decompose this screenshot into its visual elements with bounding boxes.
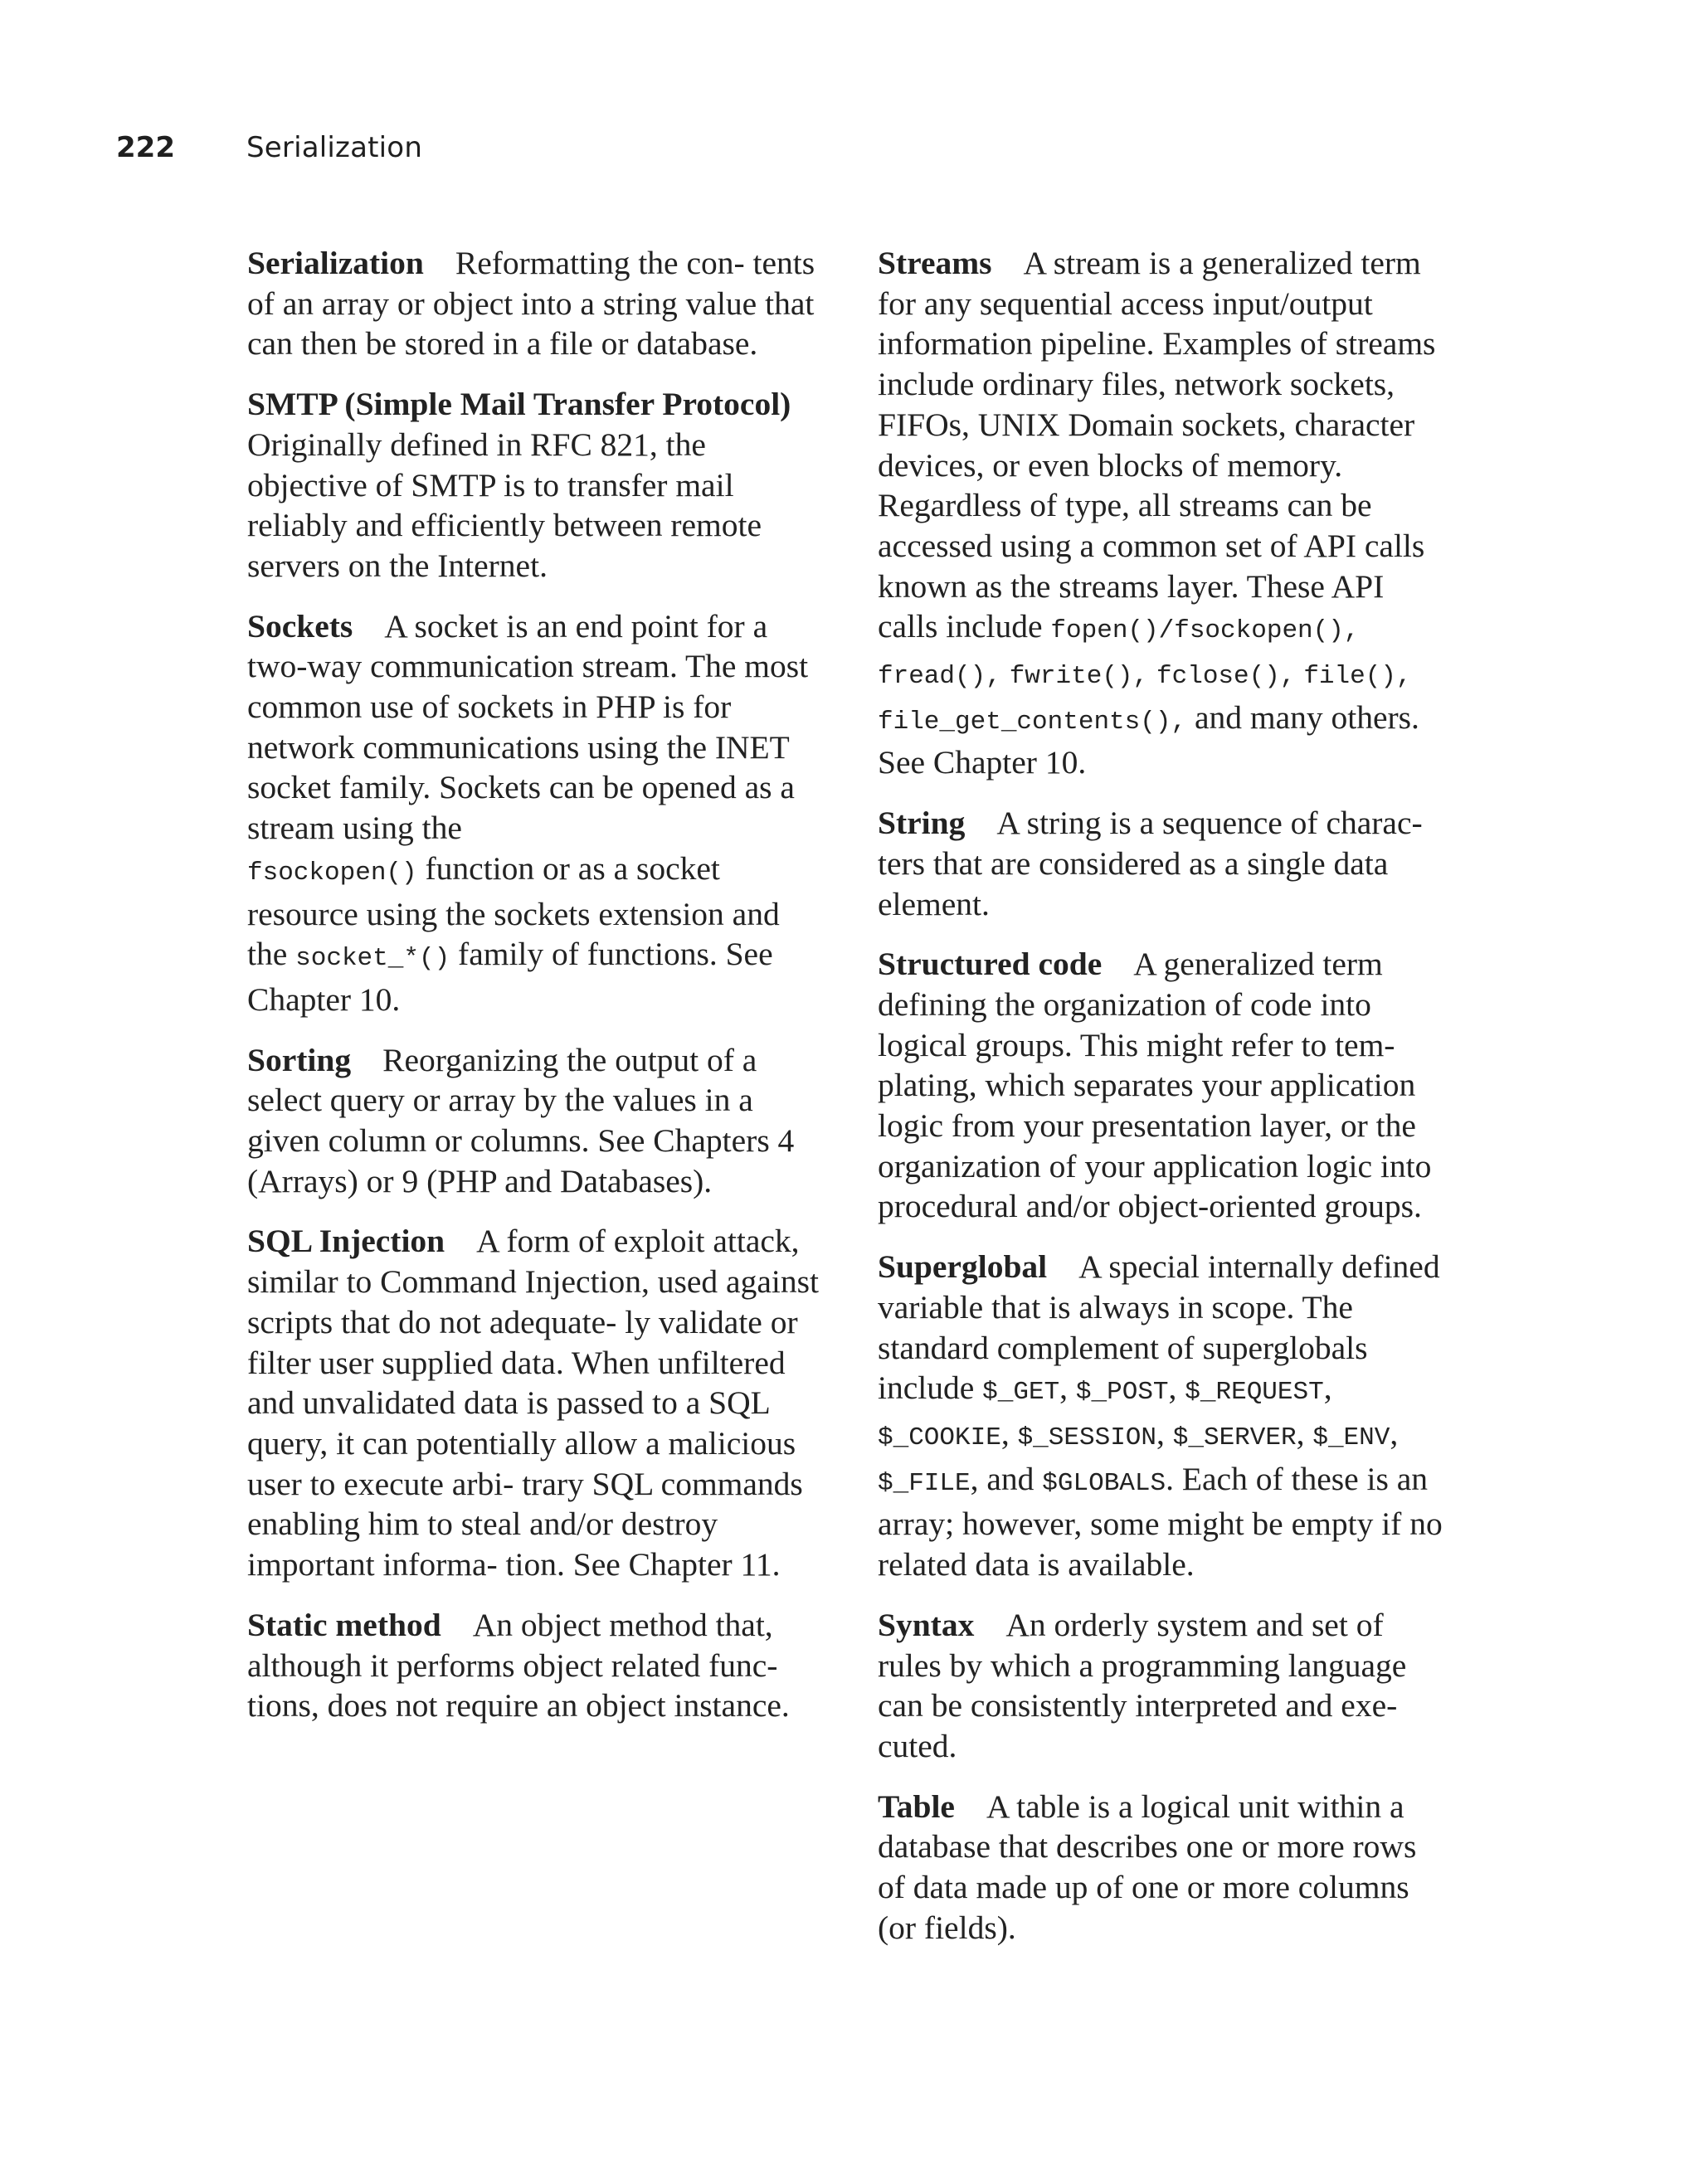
glossary-term: Static method [247, 1606, 441, 1643]
glossary-definition: A string is a sequence of charac- ters that are considered as a single data element. [878, 805, 1423, 922]
glossary-entry-streams [878, 243, 1450, 783]
glossary-definition: A socket is an end point for a two-way communication stream. The most common use of sockets in PHP is for network communications using the INET socket family. Sockets can be opened as a stream using the [247, 607, 809, 847]
glossary-term: Syntax [878, 1606, 975, 1643]
code-get: $_GET [982, 1378, 1060, 1408]
glossary-term: Serialization [247, 245, 424, 281]
glossary-entry-smtp [247, 384, 820, 586]
code-env: $_ENV [1312, 1423, 1390, 1452]
code-globals: $GLOBALS [1042, 1468, 1166, 1498]
page-number: 222 [116, 131, 175, 164]
glossary-definition: Originally defined in RFC 821, the objective of SMTP is to transfer mail reliably and efficiently between remote servers on the Internet. [247, 426, 762, 584]
code-file-get-contents: file_get_contents(), [878, 707, 1187, 737]
glossary-entry-sorting [247, 1040, 820, 1202]
glossary-term: Streams [878, 245, 992, 281]
glossary-definition-cont: function or as a socket resource using the sockets extension and the [247, 849, 780, 973]
code-cookie: $_COOKIE [878, 1423, 1001, 1452]
glossary-entry-syntax [878, 1605, 1450, 1767]
glossary-definition: A table is a logical unit within a database that describes one or more rows of data made up of one or more columns (or fields). [878, 1788, 1417, 1946]
code-session: $_SESSION [1017, 1423, 1157, 1452]
glossary-term: Sorting [247, 1041, 352, 1078]
running-title: Serialization [246, 131, 423, 164]
glossary-term: Structured code [878, 946, 1103, 983]
code-socket-family: socket_*() [295, 944, 450, 974]
code-post: $_POST [1075, 1378, 1169, 1408]
glossary-definition-cont: and many others. See Chapter 10. [878, 698, 1419, 781]
glossary-entry-sockets [247, 606, 820, 1020]
glossary-term: Table [878, 1788, 955, 1825]
glossary-entry-static-method [247, 1605, 820, 1726]
glossary-term: String [878, 805, 966, 842]
glossary-term: SMTP (Simple Mail Transfer Protocol) [247, 386, 791, 423]
glossary-definition: Reformatting the con- tents of an array or object into a string value that can then be stored in a file or database. [247, 245, 815, 362]
glossary-entry-structured-code [878, 944, 1450, 1227]
code-request: $_REQUEST [1185, 1378, 1324, 1408]
code-fread: fread(), [878, 662, 1001, 692]
glossary-entry-superglobal: Superglobal A special internally defined variable that is always in scope. The standard complement of superglobals include $_GET, $_POST, $_REQUEST, $_COOKIE, $_SESSION, $_SERVER, $_ENV, $_FILE, and $GLOBALS. Each of these is an array; however, some might be empty if no related data is available. [878, 1248, 1443, 1583]
left-column [247, 243, 820, 1746]
code-fwrite: fwrite(), [1009, 662, 1149, 692]
glossary-entry-string [878, 803, 1450, 924]
glossary-definition: An orderly system and set of rules by which a programming language can be consistently interpreted and exe- cuted. [878, 1606, 1407, 1764]
code-server: $_SERVER [1172, 1423, 1297, 1452]
glossary-term: Superglobal [878, 1248, 1048, 1286]
code-fclose: fclose(), [1156, 662, 1296, 692]
glossary-term: SQL Injection [247, 1223, 445, 1260]
glossary-definition-cont: . Each of these is an array; however, some might be empty if no related data is available. [878, 1460, 1443, 1583]
running-head [116, 131, 422, 164]
code-file-global: $_FILE [878, 1468, 971, 1498]
glossary-definition: A special internally defined variable that is always in scope. The standard complement of superglobals include [878, 1248, 1440, 1407]
code-fopen-fsockopen: fopen()/fsockopen(), [1050, 616, 1360, 646]
glossary-entry-sql-injection [247, 1221, 820, 1584]
code-file: file(), [1303, 662, 1412, 692]
glossary-definition: A generalized term defining the organization of code into logical groups. This might refer to tem- plating, which separates your application logic from your presentation layer, or the organization of your application logic into procedural and/or object-oriented groups. [878, 946, 1432, 1225]
glossary-entry-serialization [247, 243, 820, 364]
glossary-definition: A stream is a generalized term for any sequential access input/output information pipeline. Examples of streams include ordinary files, network sockets, FIFOs, UNIX Domain sockets, character devices, or even blocks of memory. Regardless of type, all streams can be accessed using a common set of API calls known as the streams layer. These API calls include [878, 245, 1436, 645]
glossary-definition: A form of exploit attack, similar to Command Injection, used against scripts that do not adequate- ly validate or filter user supplied data. When unfiltered and unvalidated data is passed to a SQL query, it can potentially allow a malicious user to execute arbi- trary SQL commands enabling him to steal and/or destroy important informa- tion. See Chapter 11. [247, 1223, 819, 1583]
glossary-term: Sockets [247, 607, 353, 644]
glossary-definition-cont: family of functions. See Chapter 10. [247, 936, 773, 1018]
glossary-definition: An object method that, although it performs object related func- tions, does not require an object instance. [247, 1606, 790, 1724]
glossary-definition: Reorganizing the output of a select query or array by the values in a given column or columns. See Chapters 4 (Arrays) or 9 (PHP and Databases). [247, 1041, 795, 1199]
code-fsockopen: fsockopen() [247, 858, 417, 888]
right-column [878, 243, 1450, 1968]
glossary-definition-cont: and [986, 1460, 1034, 1497]
glossary-entry-table [878, 1787, 1450, 1948]
